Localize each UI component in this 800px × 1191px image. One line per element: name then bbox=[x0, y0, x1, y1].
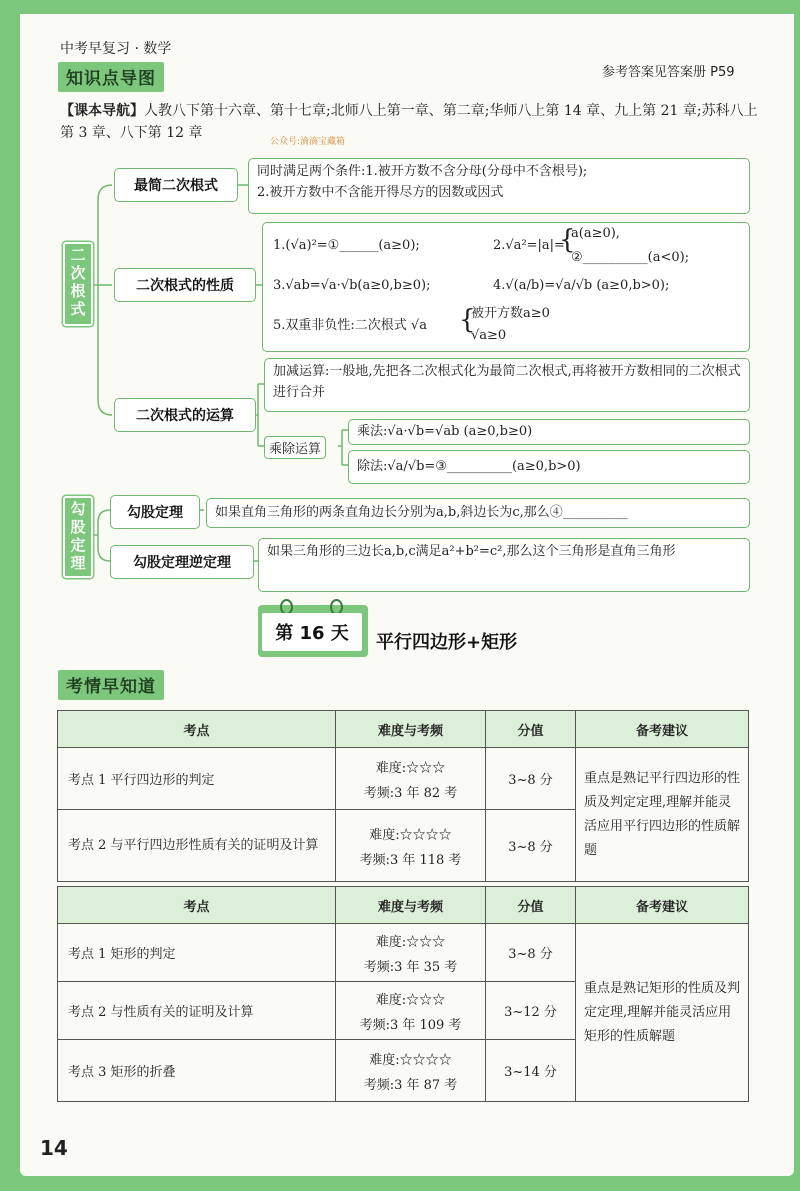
page-number: 14 bbox=[40, 1136, 68, 1160]
node-radical-operations-label: 二次根式的运算 bbox=[136, 408, 234, 424]
watermark: 公众号:滴滴宝藏箱 bbox=[270, 137, 346, 147]
radical-properties-content bbox=[262, 222, 750, 352]
difficulty-cell bbox=[336, 924, 486, 982]
exam-table-rectangle bbox=[57, 886, 749, 1102]
score-cell: 3~14 分 bbox=[486, 1040, 576, 1102]
property-4: 4.√(a/b)=√a/√b (a≥0,b>0); bbox=[493, 278, 670, 293]
difficulty-cell bbox=[336, 810, 486, 882]
header-point: 考点 bbox=[58, 887, 336, 924]
point-cell: 考点 3 矩形的折叠 bbox=[58, 1040, 336, 1102]
division-text: 除法:√a/√b=③__________(a≥0,b>0) bbox=[357, 459, 581, 474]
converse-text: 如果三角形的三边长a,b,c满足a²+b²=c²,那么这个三角形是直角三角形 bbox=[267, 544, 676, 559]
simplest-radical-content bbox=[248, 158, 750, 214]
exam-table-parallelogram bbox=[57, 710, 749, 882]
frequency: 考频:3 年 82 考 bbox=[363, 785, 458, 801]
property-2-case-2: ②__________(a<0); bbox=[571, 250, 690, 265]
day-title: 平行四边形+矩形 bbox=[376, 632, 518, 653]
converse-content bbox=[258, 538, 750, 592]
node-converse-theorem bbox=[110, 545, 254, 579]
table-row bbox=[58, 924, 749, 982]
node-pythagorean-theorem-label: 勾股定理 bbox=[127, 505, 183, 521]
point-cell: 考点 1 平行四边形的判定 bbox=[58, 748, 336, 810]
exam-section-title: 考情早知道 bbox=[58, 670, 164, 700]
multiplication-text: 乘法:√a·√b=√ab (a≥0,b≥0) bbox=[357, 424, 533, 439]
pythagorean-text: 如果直角三角形的两条直角边长分别为a,b,斜边长为c,那么④__________ bbox=[215, 505, 628, 520]
multiplication-rule bbox=[348, 419, 750, 445]
series-title: 中考早复习 · 数学 bbox=[60, 41, 172, 57]
guide-text: 人教八下第十六章、第十七章;北师八上第一章、第二章;华师八上第 14 章、九上第 21 章;苏科八上第 3 章、八下第 12 章 bbox=[60, 103, 758, 141]
guide-label: 【课本导航】 bbox=[60, 103, 144, 119]
header-difficulty: 难度与考频 bbox=[336, 887, 486, 924]
frequency: 考频:3 年 109 考 bbox=[359, 1017, 462, 1033]
group-title-radicals bbox=[63, 242, 93, 326]
score-cell: 3~8 分 bbox=[486, 810, 576, 882]
pythagorean-content bbox=[206, 498, 750, 528]
node-radical-operations bbox=[114, 398, 256, 432]
advice-cell: 重点是熟记平行四边形的性质及判定定理,理解并能灵活应用平行四边形的性质解题 bbox=[576, 748, 749, 882]
header-advice: 备考建议 bbox=[576, 711, 749, 748]
simplest-radical-line1: 同时满足两个条件:1.被开方数不含分母(分母中不含根号); bbox=[257, 164, 588, 179]
node-converse-theorem-label: 勾股定理逆定理 bbox=[133, 555, 231, 571]
header-score: 分值 bbox=[486, 887, 576, 924]
simplest-radical-line2: 2.被开方数中不含能开得尽方的因数或因式 bbox=[257, 185, 504, 200]
property-5: 5.双重非负性:二次根式 √a bbox=[273, 318, 427, 333]
point-cell: 考点 2 与平行四边形性质有关的证明及计算 bbox=[58, 810, 336, 882]
table-row bbox=[58, 748, 749, 810]
group-title-pythagoras-text: 勾股定理 bbox=[70, 500, 86, 572]
advice-cell: 重点是熟记矩形的性质及判定定理,理解并能灵活应用矩形的性质解题 bbox=[576, 924, 749, 1102]
score-cell: 3~12 分 bbox=[486, 982, 576, 1040]
group-title-radicals-text: 二次根式 bbox=[70, 246, 86, 318]
frequency: 考频:3 年 118 考 bbox=[359, 852, 462, 868]
difficulty: 难度:☆☆☆ bbox=[375, 992, 446, 1008]
property-2-case-1: a(a≥0), bbox=[571, 226, 620, 241]
node-pythagorean-theorem bbox=[110, 495, 200, 529]
brace-icon: { bbox=[459, 305, 476, 335]
node-simplest-radical bbox=[114, 168, 238, 202]
difficulty: 难度:☆☆☆ bbox=[375, 760, 446, 776]
day-label: 第 16 天 bbox=[262, 613, 362, 651]
difficulty: 难度:☆☆☆ bbox=[375, 934, 446, 950]
score-cell: 3~8 分 bbox=[486, 924, 576, 982]
node-radical-properties-label: 二次根式的性质 bbox=[136, 278, 234, 294]
day-banner bbox=[258, 605, 368, 657]
section-title: 知识点导图 bbox=[58, 62, 164, 92]
brace-icon: { bbox=[559, 225, 576, 255]
division-rule bbox=[348, 450, 750, 484]
property-1: 1.(√a)²=①______(a≥0); bbox=[273, 238, 420, 253]
add-sub-text: 加减运算:一般地,先把各二次根式化为最简二次根式,再将被开方数相同的二次根式进行合并 bbox=[273, 364, 741, 400]
property-3: 3.√ab=√a·√b(a≥0,b≥0); bbox=[273, 278, 431, 293]
mul-div-label: 乘除运算 bbox=[264, 436, 326, 459]
add-sub-operation bbox=[264, 358, 750, 412]
group-title-pythagoras bbox=[63, 496, 93, 578]
property-5-case-2: √a≥0 bbox=[471, 328, 507, 343]
answer-reference: 参考答案见答案册 P59 bbox=[602, 65, 735, 80]
table-header-row bbox=[58, 711, 749, 748]
frequency: 考频:3 年 87 考 bbox=[363, 1077, 458, 1093]
difficulty-cell bbox=[336, 1040, 486, 1102]
point-cell: 考点 1 矩形的判定 bbox=[58, 924, 336, 982]
difficulty-cell bbox=[336, 748, 486, 810]
point-cell: 考点 2 与性质有关的证明及计算 bbox=[58, 982, 336, 1040]
property-2: 2.√a²=|a|= bbox=[493, 238, 565, 253]
table-header-row bbox=[58, 887, 749, 924]
node-radical-properties bbox=[114, 268, 256, 302]
difficulty-cell bbox=[336, 982, 486, 1040]
header-point: 考点 bbox=[58, 711, 336, 748]
header-advice: 备考建议 bbox=[576, 887, 749, 924]
header-difficulty: 难度与考频 bbox=[336, 711, 486, 748]
node-simplest-radical-label: 最简二次根式 bbox=[134, 178, 218, 194]
property-5-case-1: 被开方数a≥0 bbox=[471, 306, 550, 321]
frequency: 考频:3 年 35 考 bbox=[363, 959, 458, 975]
score-cell: 3~8 分 bbox=[486, 748, 576, 810]
difficulty: 难度:☆☆☆☆ bbox=[369, 827, 452, 843]
header-score: 分值 bbox=[486, 711, 576, 748]
difficulty: 难度:☆☆☆☆ bbox=[369, 1052, 452, 1068]
